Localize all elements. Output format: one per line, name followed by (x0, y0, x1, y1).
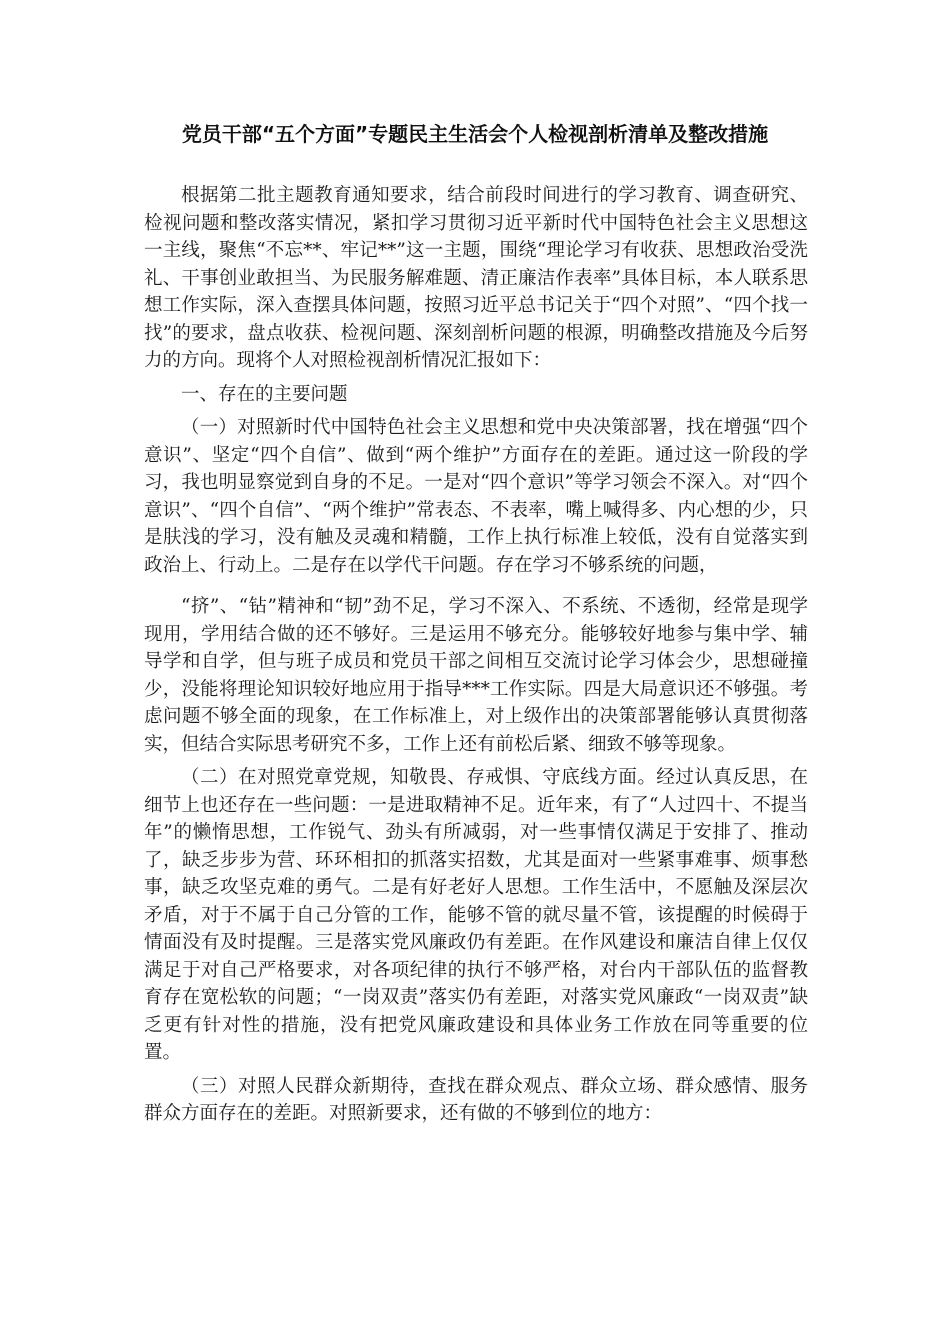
intro-paragraph: 根据第二批主题教育通知要求，结合前段时间进行的学习教育、调查研究、检视问题和整改落实情况，紧扣学习贯彻习近平新时代中国特色社会主义思想这一主线，聚焦“不忘**、牢记**”这一主题，围绕“理论学习有收获、思想政治受洗礼、干事创业敢担当、为民服务解难题、清正廉洁作表率”具体目标，本人联系思想工作实际，深入查摆具体问题，按照习近平总书记关于“四个对照”、“四个找一找”的要求，盘点收获、检视问题、深刻剖析问题的根源，明确整改措施及今后努力的方向。现将个人对照检视剖析情况汇报如下： (144, 185, 808, 371)
paragraph-part-two: （二）在对照党章党规，知敬畏、存戒惧、守底线方面。经过认真反思，在细节上也还存在一些问题：一是进取精神不足。近年来，有了“人过四十、不提当年”的懒惰思想，工作锐气、劲头有所减弱，对一些事情仅满足于安排了、推动了，缺乏步步为营、环环相扣的抓落实招数，尤其是面对一些紧事难事、烦事愁事，缺乏攻坚克难的勇气。二是有好老好人思想。工作生活中，不愿触及深层次矛盾，对于不属于自己分管的工作，能够不管的就尽量不管，该提醒的时候碍于情面没有及时提醒。三是落实党风廉政仍有差距。在作风建设和廉洁自律上仅仅满足于对自己严格要求，对各项纪律的执行不够严格，对台内干部队伍的监督教育存在宽松软的问题；“一岗双责”落实仍有差距，对落实党风廉政“一岗双责”缺乏更有针对性的措施，没有把党风廉政建设和具体业务工作放在同等重要的位置。 (144, 767, 808, 1063)
paragraph-continuation: “挤”、“钻”精神和“韧”劲不足，学习不深入、不系统、不透彻，经常是现学现用，学用结合做的还不够好。三是运用不够充分。能够较好地参与集中学、辅导学和自学，但与班子成员和党员干部之间相互交流讨论学习体会少，思想碰撞少，没能将理论知识较好地应用于指导***工作实际。四是大局意识还不够强。考虑问题不够全面的现象，在工作标准上，对上级作出的决策部署能够认真贯彻落实，但结合实际思考研究不多，工作上还有前松后紧、细致不够等现象。 (144, 596, 808, 755)
section-heading: 一、存在的主要问题 (181, 383, 348, 405)
paragraph-part-three: （三）对照人民群众新期待，查找在群众观点、群众立场、群众感情、服务群众方面存在的差距。对照新要求，还有做的不够到位的地方： (144, 1075, 808, 1124)
document-body (144, 182, 808, 1134)
document-title: 党员干部“五个方面”专题民主生活会个人检视剖析清单及整改措施 (181, 122, 769, 146)
paragraph-part-one: （一）对照新时代中国特色社会主义思想和党中央决策部署，找在增强“四个意识”、坚定“四个自信”、做到“两个维护”方面存在的差距。通过这一阶段的学习，我也明显察觉到自身的不足。一是对“四个意识”等学习领会不深入。对“四个意识”、“四个自信”、“两个维护”常表态、不表率，嘴上喊得多、内心想的少，只是肤浅的学习，没有触及灵魂和精髓，工作上执行标准上较低，没有自觉落实到政治上、行动上。二是存在以学代干问题。存在学习不够系统的问题， (144, 417, 808, 576)
